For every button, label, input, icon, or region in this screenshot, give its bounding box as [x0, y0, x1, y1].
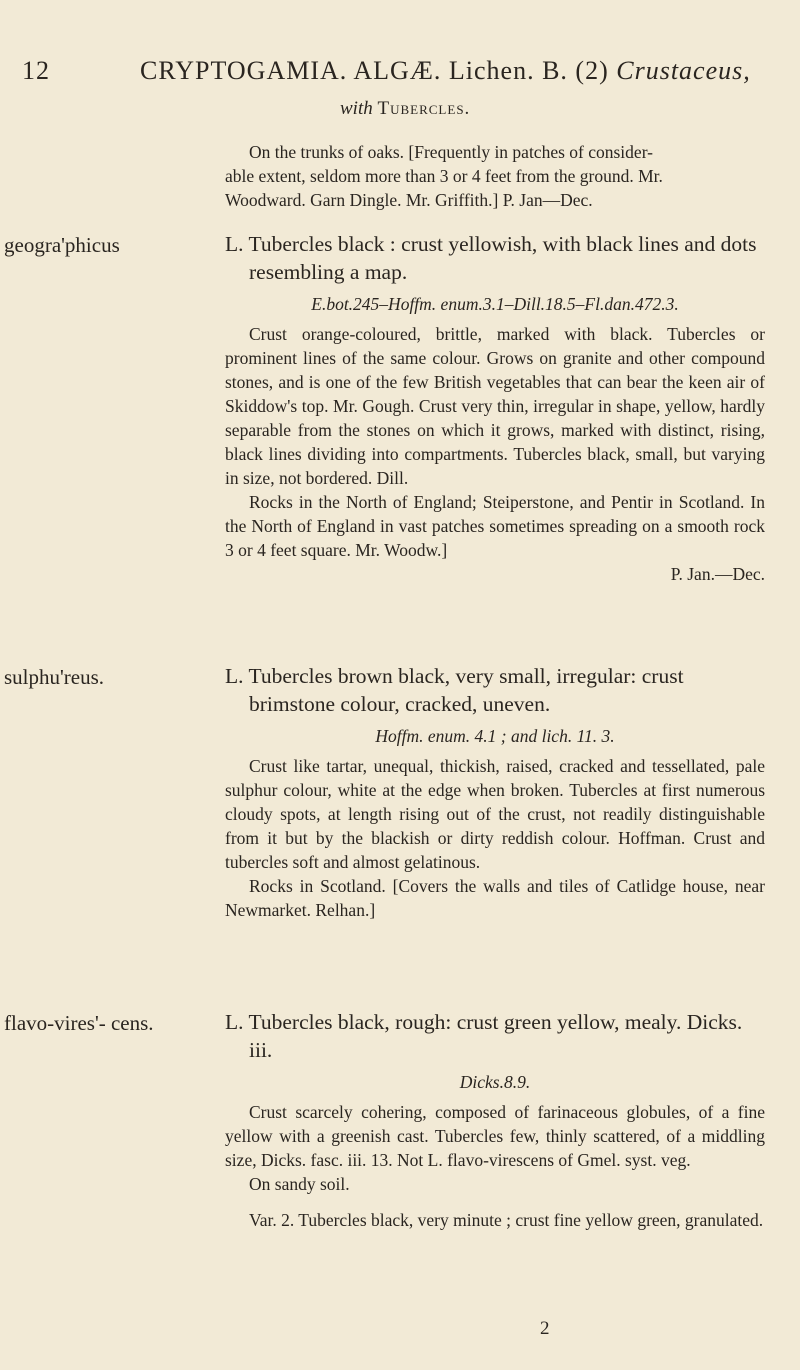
- entry-continuation: [225, 140, 765, 212]
- entry-description: Crust scarcely cohering, composed of farinaceous globules, of a fine yellow with a greenish cast. Tubercles few, thinly scattered, of a middling size, Dicks. fasc. iii. 13. Not L. flavo-virescens of Gmel. syst. veg.: [225, 1102, 765, 1170]
- running-header: [22, 56, 782, 86]
- continuation-line: Woodward. Garn Dingle. Mr. Griffith.] P. Jan—Dec.: [225, 190, 593, 210]
- continuation-line: able extent, seldom more than 3 or 4 feet from the ground. Mr.: [225, 166, 663, 186]
- running-title-italic: Crustaceus,: [616, 56, 751, 85]
- entry-variety: Var. 2. Tubercles black, very minute ; crust fine yellow green, granulated.: [249, 1210, 764, 1230]
- signature-mark: 2: [540, 1318, 550, 1339]
- entry-description: Crust orange-coloured, brittle, marked with black. Tubercles or prominent lines of the same colour. Grows on granite and other compound stones, and is one of the few British vegetables that can bear the keen air of Skiddow's top. Mr. Gough. Crust very thin, irregular in shape, yellow, hardly separable from the stones on which it grows, marked with distinct, rising, black lines dividing into compartments. Tubercles black, small, but varying in size, not bordered. Dill.: [225, 324, 765, 488]
- margin-species-name: geogra'phicus: [4, 233, 120, 257]
- subhead-prefix: with: [340, 98, 373, 119]
- subhead-word: Tubercles.: [377, 98, 471, 119]
- entry-habitat: On sandy soil.: [249, 1174, 350, 1194]
- continuation-line: On the trunks of oaks. [Frequently in patches of consider-: [249, 142, 653, 162]
- entry-citation: E.bot.245–Hoffm. enum.3.1–Dill.18.5–Fl.dan.472.3.: [311, 294, 679, 314]
- margin-species-name: flavo-vires'- cens.: [4, 1011, 154, 1035]
- entry-heading: L. Tubercles black : crust yellowish, with black lines and dots resembling a map.: [225, 232, 757, 284]
- entry-citation: Hoffm. enum. 4.1 ; and lich. 11. 3.: [375, 726, 615, 746]
- entry-heading: L. Tubercles black, rough: crust green yellow, mealy. Dicks. iii.: [225, 1010, 743, 1062]
- entry-description: Crust like tartar, unequal, thickish, raised, cracked and tessellated, pale sulphur colour, white at the edge when broken. Tubercles at first numerous cloudy spots, at length rising out of the crust, not readily distinguishable from it but by the blackish or dirty reddish colour. Hoffman. Crust and tubercles soft and almost gelatinous.: [225, 756, 765, 872]
- entry-habitat: Rocks in the North of England; Steiperstone, and Pentir in Scotland. In the North of England in vast patches sometimes spreading on a smooth rock 3 or 4 feet square. Mr. Woodw.]: [225, 492, 765, 560]
- margin-species-name: sulphu'reus.: [4, 665, 105, 689]
- entry-citation: Dicks.8.9.: [459, 1072, 531, 1092]
- page-number: 12: [22, 56, 50, 85]
- entry-habitat: Rocks in Scotland. [Covers the walls and tiles of Catlidge house, near Newmarket. Relhan.]: [225, 876, 765, 920]
- entry-geographicus: [225, 230, 765, 586]
- entry-flavo-virescens: [225, 1008, 765, 1232]
- entry-season: P. Jan.—Dec.: [670, 564, 765, 584]
- entry-heading: L. Tubercles brown black, very small, irregular: crust brimstone colour, cracked, uneven.: [225, 664, 684, 716]
- running-title: CRYPTOGAMIA. ALGÆ. Lichen. B. (2): [140, 56, 609, 85]
- section-subheading: [340, 98, 470, 120]
- entry-sulphureus: [225, 662, 765, 922]
